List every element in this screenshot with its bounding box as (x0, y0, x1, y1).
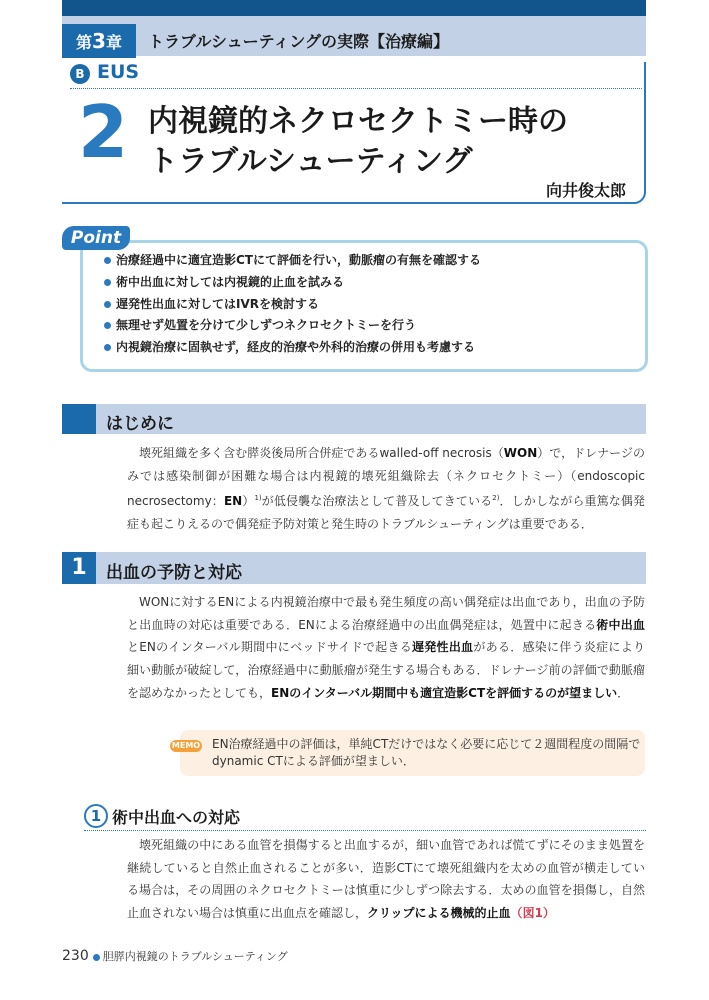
section1-heading: 出血の予防と対応 (106, 563, 242, 583)
running-title: 胆膵内視鏡のトラブルシューティング (102, 950, 288, 963)
page-number: 230 (62, 948, 89, 964)
point-list (104, 250, 481, 359)
header-top-bar (62, 0, 646, 16)
section1-number: 1 (62, 552, 96, 584)
memo-tag: MEMO (171, 741, 201, 750)
bullet-icon (93, 954, 100, 961)
point-item: 遅発性出血に対してはIVRを検討する (104, 294, 481, 316)
memo-line1: EN治療経過中の評価は，単純CTだけではなく必要に応じて２週間程度の間隔で (212, 737, 641, 751)
subsection-paragraph: 壊死組織の中にある血管を損傷すると出血するが，細い血管であれば慌てずにそのまま処置を継続していると自然止血されることが多い．造影CTにて壊死組織内を太めの血管が横走している場合は，その周囲のネクロセクトミーは慎重に少しずつ除去する．太めの血管を損傷し，自然止血されない場合は慎重に出血点を確認し，クリップによる機械的止血（図1） (127, 838, 645, 921)
point-item: 術中出血に対しては内視鏡的止血を試みる (104, 272, 481, 294)
article-title (148, 102, 568, 182)
chapter-number: 3 (92, 29, 106, 53)
reference-marker: 2) (492, 494, 500, 503)
chapter-label (62, 24, 136, 58)
article-title-line1: 内視鏡的ネクロセクトミー時の (148, 104, 568, 139)
section1-paragraph: WONに対するENによる内視鏡治療中で最も発生頻度の高い偶発症は出血であり，出血の予防と出血時の対応は重要である．ENによる治療経過中の出血偶発症は，処置中に起きる術中出血とENのインターバル期間中にベッドサイドで起きる遅発性出血がある．感染に伴う炎症により細い動脈が破綻して，治療経過中に動脈瘤が発生する場合もある．ドレナージ前の評価で動脈瘤を認めなかったとしても，ENのインターバル期間中も適宜造影CTを評価するのが望ましい． (127, 595, 645, 700)
subsection-heading: 術中出血への対応 (112, 808, 241, 827)
intro-heading: はじめに (106, 414, 174, 434)
section-name: EUS (97, 61, 140, 83)
memo-line2: dynamic CTによる評価が望ましい． (212, 754, 415, 768)
article-title-line2: トラブルシューティング (148, 144, 473, 179)
chapter-suffix: 章 (105, 33, 122, 52)
intro-paragraph: 壊死組織を多く含む膵炎後局所合併症であるwalled-off necrosis（WON）で，ドレナージのみでは感染制御が困難な場合は内視鏡的壊死組織除去（ネクロセクトミー）（endoscopic necrosectomy：EN）$^{1)}$が低侵襲な治療法として普及してきている$^{2)}$．しかしながら重篤な偶発症も起こりえるので偶発症予防対策と発生時のトラブルシューティングは重要である． (127, 446, 645, 532)
point-item: 無理せず処置を分けて少しずつネクロセクトミーを行う (104, 315, 481, 337)
page-footer (62, 948, 288, 964)
chapter-prefix: 第 (76, 33, 93, 52)
author-name: 向井俊太郎 (546, 181, 627, 200)
point-item: 治療経過中に適宜造影CTにて評価を行い，動脈瘤の有無を確認する (104, 250, 481, 272)
section-letter-badge: B (70, 64, 90, 84)
subsection-number: 1 (84, 804, 108, 828)
reference-marker: 1) (254, 494, 262, 503)
figure-reference-link[interactable]: 図1 (522, 906, 543, 921)
article-number: 2 (78, 90, 129, 174)
subsection-divider (84, 830, 646, 831)
point-item: 内視鏡治療に固執せず，経皮的治療や外科的治療の併用も考慮する (104, 337, 481, 359)
point-label: Point (62, 226, 130, 250)
chapter-title: トラブルシューティングの実際【治療編】 (148, 32, 450, 51)
intro-heading-mark (62, 404, 96, 434)
memo-text (212, 736, 640, 770)
